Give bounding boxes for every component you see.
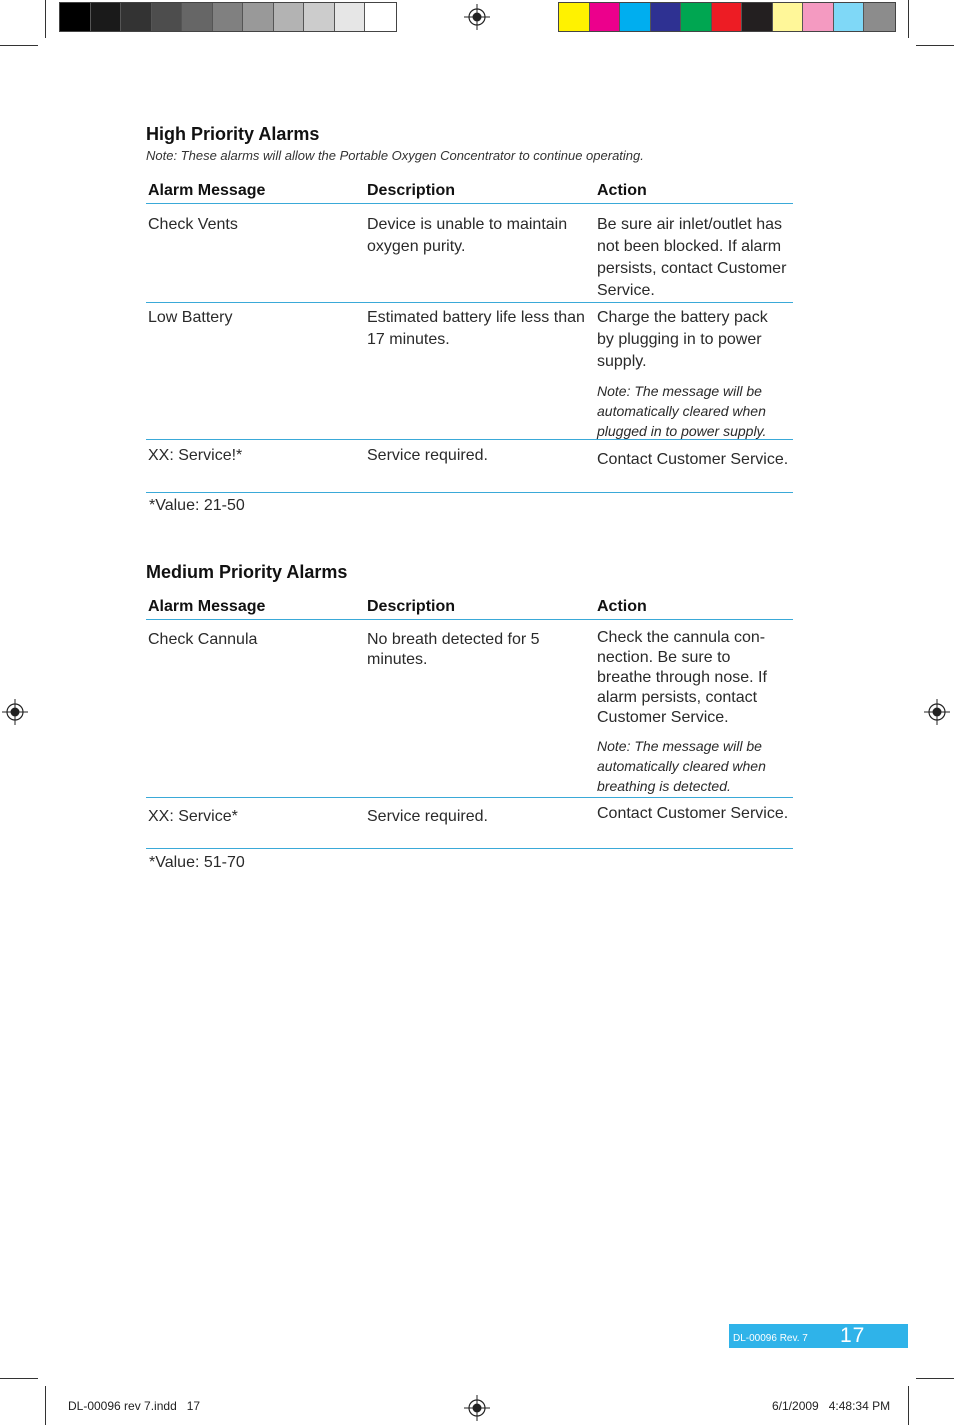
crop-mark bbox=[916, 1378, 954, 1379]
medium-priority-title: Medium Priority Alarms bbox=[146, 562, 348, 582]
color-swatch bbox=[590, 3, 621, 31]
alarm-description: Service required. bbox=[367, 447, 488, 464]
header-action: Action bbox=[597, 182, 647, 199]
crop-mark bbox=[908, 1386, 909, 1425]
color-swatch bbox=[213, 3, 244, 31]
color-swatch bbox=[864, 3, 895, 31]
header-alarm-message: Alarm Message bbox=[148, 182, 266, 199]
slug-file-name: DL-00096 rev 7.indd 17 bbox=[68, 1399, 201, 1413]
document-id: DL-00096 Rev. 7 bbox=[733, 1333, 808, 1344]
color-swatch bbox=[60, 3, 91, 31]
color-swatch bbox=[121, 3, 152, 31]
crop-mark bbox=[45, 1386, 46, 1425]
alarm-action-note: Note: The message will be automatically cleared when breathing is detected. bbox=[597, 738, 766, 794]
alarm-message: Low Battery bbox=[148, 309, 233, 326]
table-header bbox=[146, 598, 793, 620]
registration-mark-icon bbox=[2, 699, 28, 725]
color-swatch bbox=[152, 3, 183, 31]
alarm-description: Device is unable to maintain oxygen purity. bbox=[367, 216, 568, 255]
color-swatch bbox=[182, 3, 213, 31]
alarm-description: No breath detected for 5 minutes. bbox=[367, 631, 540, 668]
color-swatch bbox=[803, 3, 834, 31]
alarm-action-cell bbox=[595, 628, 793, 797]
color-swatch bbox=[335, 3, 366, 31]
color-swatch bbox=[304, 3, 335, 31]
table-row bbox=[146, 798, 793, 849]
color-swatch-bar bbox=[558, 2, 896, 32]
crop-mark bbox=[0, 1378, 38, 1379]
crop-mark bbox=[908, 0, 909, 38]
high-priority-note: Note: These alarms will allow the Portable Oxygen Concentrator to continue operating. bbox=[146, 148, 644, 163]
table-row bbox=[146, 440, 793, 493]
color-swatch bbox=[651, 3, 682, 31]
color-swatch bbox=[243, 3, 274, 31]
alarm-action: Be sure air inlet/outlet has not been blocked. If alarm persists, contact Customer Service. bbox=[597, 216, 787, 299]
high-priority-table bbox=[146, 182, 793, 493]
color-swatch bbox=[274, 3, 305, 31]
color-swatch bbox=[620, 3, 651, 31]
registration-mark-icon bbox=[464, 1395, 490, 1421]
header-alarm-message: Alarm Message bbox=[148, 598, 266, 615]
alarm-action-note: Note: The message will be automatically cleared when plugged in to power supply. bbox=[597, 383, 767, 439]
slug-date: 6/1/2009 4:48:34 PM bbox=[772, 1399, 891, 1413]
color-swatch bbox=[559, 3, 590, 31]
crop-mark bbox=[916, 45, 954, 46]
header-description: Description bbox=[367, 182, 456, 199]
page-folio bbox=[729, 1324, 908, 1348]
page-number: 17 bbox=[840, 1324, 866, 1347]
color-swatch bbox=[712, 3, 743, 31]
alarm-description: Estimated battery life less than 17 minutes. bbox=[367, 309, 585, 348]
color-swatch bbox=[365, 3, 396, 31]
color-swatch bbox=[773, 3, 804, 31]
medium-priority-footnote: *Value: 51-70 bbox=[149, 854, 245, 871]
color-swatch bbox=[681, 3, 712, 31]
crop-mark bbox=[45, 0, 46, 38]
color-swatch bbox=[742, 3, 773, 31]
alarm-message: XX: Service* bbox=[148, 808, 238, 825]
alarm-action-cell bbox=[595, 307, 793, 439]
color-swatch bbox=[834, 3, 865, 31]
header-description: Description bbox=[367, 598, 456, 615]
alarm-action: Contact Customer Service. bbox=[597, 805, 789, 822]
high-priority-title: High Priority Alarms bbox=[146, 124, 320, 144]
color-swatch bbox=[91, 3, 122, 31]
table-header bbox=[146, 182, 793, 204]
alarm-description: Service required. bbox=[367, 808, 488, 825]
alarm-message: Check Vents bbox=[148, 216, 238, 233]
alarm-message: Check Cannula bbox=[148, 631, 258, 648]
grayscale-swatch-bar bbox=[59, 2, 397, 32]
registration-mark-icon bbox=[464, 4, 490, 30]
alarm-action: Check the cannula con-nection. Be sure to breathe through nose. If alarm persists, contact Customer Service. bbox=[597, 629, 767, 726]
crop-mark bbox=[0, 45, 38, 46]
medium-priority-table bbox=[146, 598, 793, 849]
table-row bbox=[146, 303, 793, 440]
alarm-action: Charge the battery pack by plugging in to power supply. bbox=[597, 309, 768, 370]
table-row bbox=[146, 204, 793, 303]
alarm-message: XX: Service!* bbox=[148, 447, 243, 464]
registration-mark-icon bbox=[924, 699, 950, 725]
header-action: Action bbox=[597, 598, 647, 615]
high-priority-footnote: *Value: 21-50 bbox=[149, 497, 245, 514]
table-row bbox=[146, 620, 793, 798]
alarm-action: Contact Customer Service. bbox=[597, 451, 789, 468]
